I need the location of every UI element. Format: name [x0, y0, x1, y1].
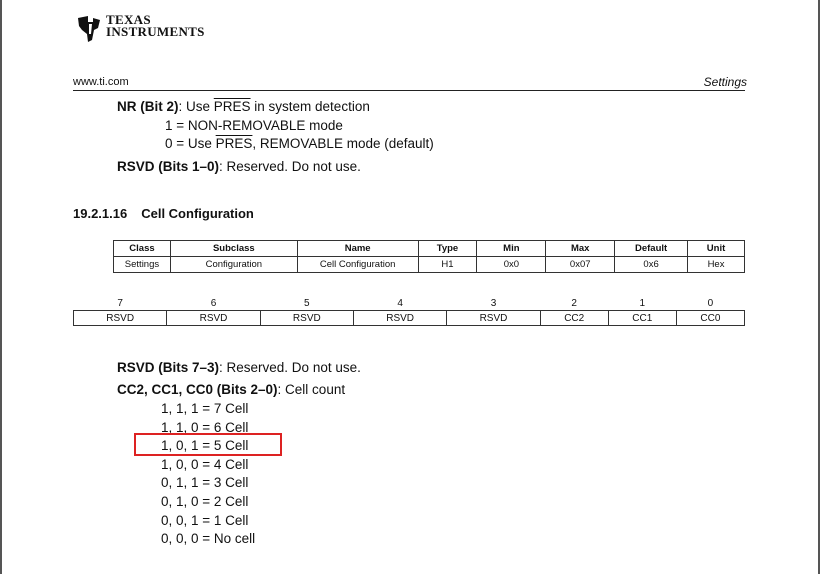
section-number: 19.2.1.16 — [73, 206, 128, 221]
bit-table — [73, 296, 745, 326]
nr-pres: PRES — [213, 99, 251, 114]
cc-heading — [117, 382, 345, 397]
nr-line — [117, 99, 370, 114]
list-item: 1, 0, 0 = 4 Cell — [161, 457, 249, 472]
config-header-cell: Class — [114, 241, 171, 257]
rsvd10-title: RSVD (Bits 1–0) — [117, 159, 220, 174]
config-cell: 0x6 — [615, 257, 688, 273]
bit-label: CC0 — [676, 311, 744, 326]
nr-opt0-pres: PRES — [215, 136, 253, 151]
list-item: 0, 0, 0 = No cell — [161, 531, 256, 546]
header-url: www.ti.com — [73, 76, 129, 88]
config-cell: 0x0 — [477, 257, 546, 273]
config-cell: Hex — [688, 257, 745, 273]
bit-label: RSVD — [74, 311, 167, 326]
config-cell: H1 — [418, 257, 477, 273]
table-row — [114, 257, 745, 273]
config-table — [113, 240, 745, 273]
bit-number: 2 — [571, 297, 577, 309]
list-item: 1, 1, 1 = 7 Cell — [161, 401, 249, 416]
highlight-box — [134, 433, 282, 456]
list-item: 1, 0, 1 = 5 Cell — [161, 438, 249, 453]
config-cell: Cell Configuration — [297, 257, 418, 273]
bit-number: 6 — [210, 297, 217, 309]
nr-opt0-post: , REMOVABLE mode (default) — [252, 136, 434, 151]
config-header-cell: Name — [297, 241, 418, 257]
rsvd73-title: RSVD (Bits 7–3) — [117, 360, 220, 375]
section-title: Cell Configuration — [141, 206, 254, 221]
bit-label-row — [74, 311, 745, 326]
list-item: 0, 1, 1 = 3 Cell — [161, 475, 249, 490]
section-heading — [73, 206, 254, 221]
bit-label: RSVD — [260, 311, 353, 326]
bit-number: 1 — [639, 297, 646, 309]
rsvd-bits-1-0 — [117, 159, 361, 174]
ti-logo-icon — [76, 14, 102, 44]
nr-title: NR (Bit 2) — [117, 99, 179, 114]
rsvd-bits-7-3 — [117, 360, 361, 375]
bit-number: 0 — [707, 297, 714, 309]
nr-option-1: 1 = NON-REMOVABLE mode — [165, 118, 343, 133]
config-header-cell: Subclass — [170, 241, 297, 257]
nr-opt0-pre: 0 = Use — [165, 136, 216, 151]
list-item: 0, 0, 1 = 1 Cell — [161, 513, 249, 528]
bit-number-row — [74, 296, 745, 311]
header-section: Settings — [703, 75, 747, 89]
config-header-cell: Unit — [688, 241, 745, 257]
bit-label: CC2 — [540, 311, 608, 326]
config-header-cell: Min — [477, 241, 546, 257]
config-header-cell: Default — [615, 241, 688, 257]
bit-label: RSVD — [447, 311, 540, 326]
cc-title: CC2, CC1, CC0 (Bits 2–0) — [117, 382, 278, 397]
logo-line2: INSTRUMENTS — [106, 24, 205, 39]
rsvd10-desc: : Reserved. Do not use. — [219, 159, 361, 174]
bit-number: 7 — [117, 297, 123, 309]
config-table-header — [114, 241, 745, 257]
bit-number: 5 — [304, 297, 310, 309]
nr-option-0 — [165, 136, 434, 151]
bit-number: 3 — [490, 297, 497, 309]
config-header-cell: Type — [418, 241, 477, 257]
nr-desc-post: in system detection — [250, 99, 370, 114]
rsvd73-desc: : Reserved. Do not use. — [219, 360, 361, 375]
config-cell: Configuration — [170, 257, 297, 273]
ti-logo — [76, 14, 205, 44]
logo-line1: TEXAS — [106, 12, 151, 27]
config-cell: 0x07 — [546, 257, 615, 273]
config-header-cell: Max — [546, 241, 615, 257]
bit-number: 4 — [397, 297, 403, 309]
list-item: 0, 1, 0 = 2 Cell — [161, 494, 249, 509]
page-border-left — [0, 0, 2, 574]
list-item: 1, 1, 0 = 6 Cell — [161, 420, 249, 435]
cc-desc: : Cell count — [277, 382, 346, 397]
config-cell: Settings — [114, 257, 171, 273]
header-rule — [73, 90, 745, 91]
nr-desc-pre: : Use — [178, 99, 214, 114]
bit-label: RSVD — [167, 311, 260, 326]
bit-label: RSVD — [353, 311, 446, 326]
bit-label: CC1 — [608, 311, 676, 326]
